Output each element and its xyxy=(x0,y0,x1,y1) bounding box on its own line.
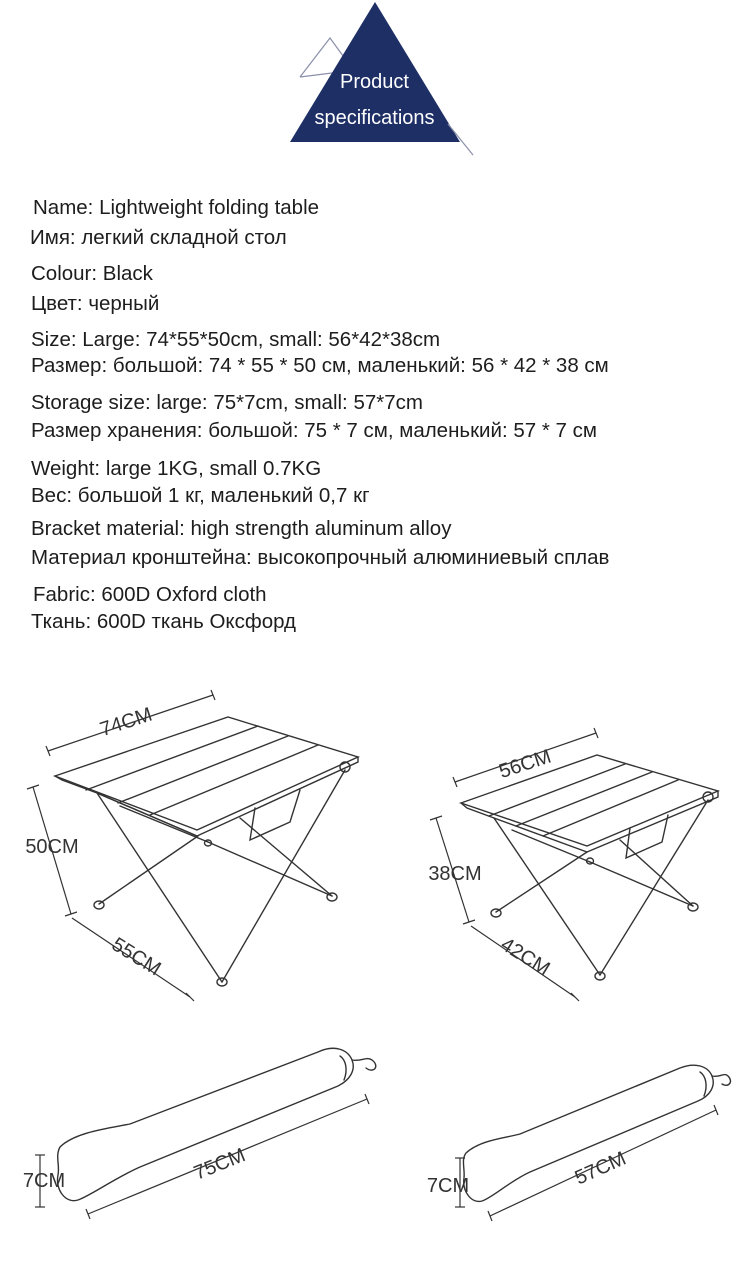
header-banner xyxy=(0,0,750,160)
spec-fabric-en: Fabric: 600D Oxford cloth xyxy=(33,583,267,606)
spec-material-en: Bracket material: high strength aluminum alloy xyxy=(31,517,452,540)
spec-storage-en: Storage size: large: 75*7cm, small: 57*7cm xyxy=(31,391,423,414)
large-bag-diameter-label: 7CM xyxy=(22,1170,66,1192)
header-title-line2: specifications xyxy=(314,107,435,129)
large-table-depth-label: 55CM xyxy=(107,933,165,981)
large-bag-length-label: 75CM xyxy=(190,1144,249,1185)
spec-name-ru: Имя: легкий складной стол xyxy=(30,226,287,249)
spec-colour-ru: Цвет: черный xyxy=(31,292,160,315)
large-table-width-label: 74CM xyxy=(97,703,155,741)
spec-size-ru: Размер: большой: 74 * 55 * 50 см, маленький: 56 * 42 * 38 см xyxy=(31,354,609,377)
spec-colour-en: Colour: Black xyxy=(31,262,153,285)
small-bag-length-label: 57CM xyxy=(571,1147,630,1190)
spec-fabric-ru: Ткань: 600D ткань Оксфорд xyxy=(31,610,296,633)
large-table-height-label: 50CM xyxy=(25,836,79,858)
dimension-illustrations xyxy=(0,660,750,1274)
spec-material-ru: Материал кронштейна: высокопрочный алюминиевый сплав xyxy=(31,546,610,569)
header-title-line1: Product xyxy=(340,71,409,93)
spec-weight-ru: Вес: большой 1 кг, маленький 0,7 кг xyxy=(31,484,370,507)
small-table-height-label: 38CM xyxy=(428,863,482,885)
spec-name-en: Name: Lightweight folding table xyxy=(33,196,320,219)
spec-storage-ru: Размер хранения: большой: 75 * 7 см, маленький: 57 * 7 см xyxy=(31,419,597,442)
spec-size-en: Size: Large: 74*55*50cm, small: 56*42*38cm xyxy=(31,328,441,351)
small-bag-diameter-label: 7CM xyxy=(426,1175,470,1197)
large-bag-dimension-lines xyxy=(35,1094,369,1219)
small-table-depth-label: 42CM xyxy=(496,933,554,981)
spec-weight-en: Weight: large 1KG, small 0.7KG xyxy=(31,457,322,480)
small-table-width-label: 56CM xyxy=(496,745,554,783)
large-bag-drawing xyxy=(58,1048,376,1200)
large-table-drawing xyxy=(55,717,358,986)
